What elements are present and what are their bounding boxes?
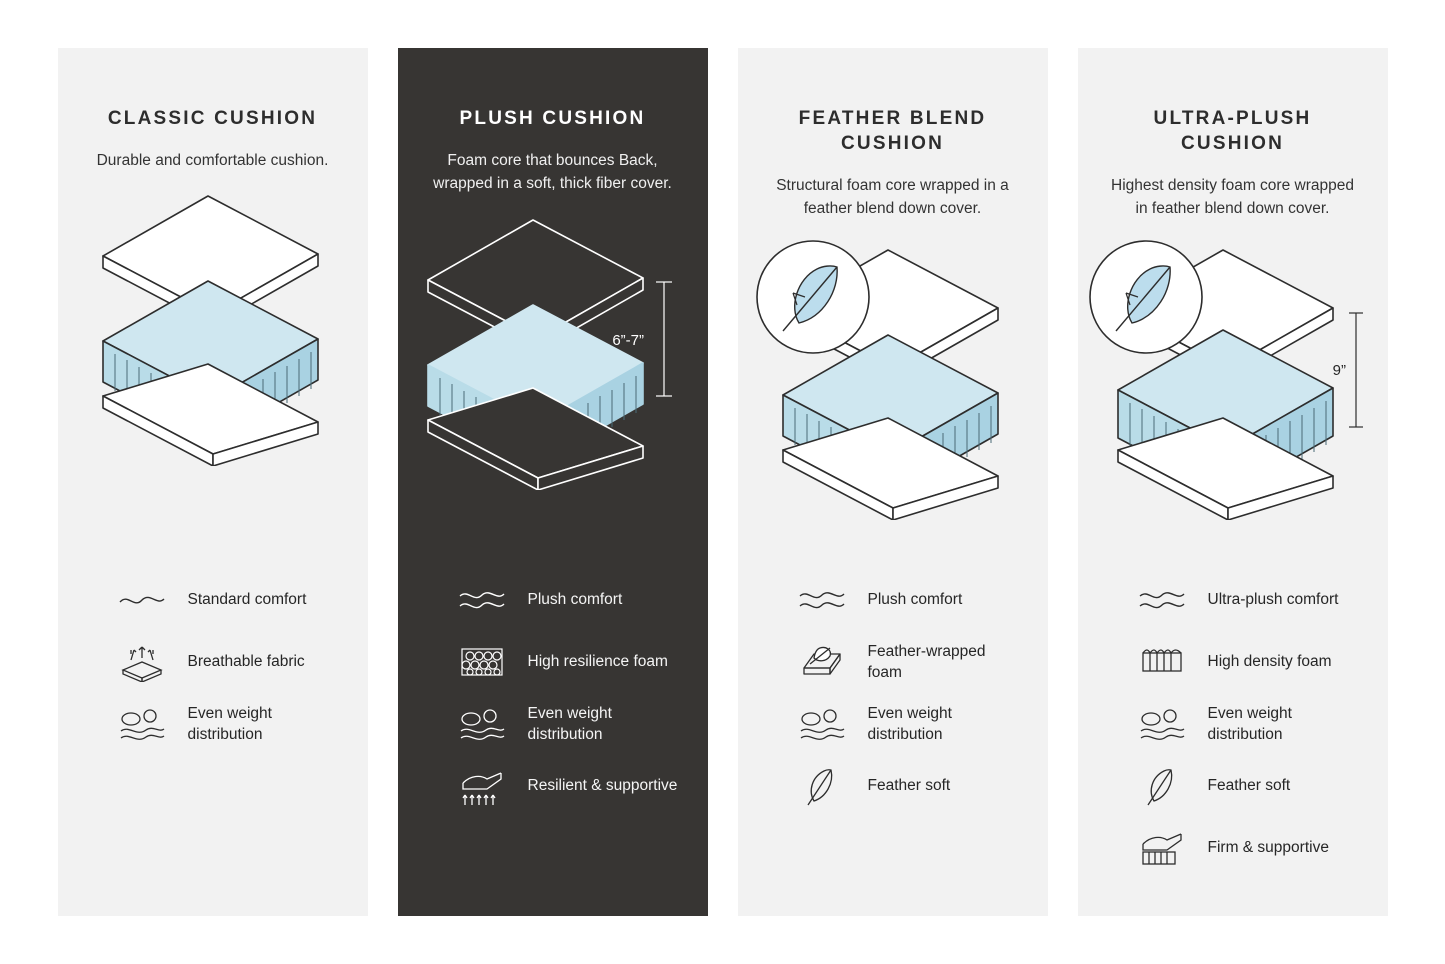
feature-item xyxy=(114,640,342,684)
feature-label: Breathable fabric xyxy=(187,653,305,671)
feature-label: Even weight distribution xyxy=(867,704,952,743)
wave-icon xyxy=(454,580,510,620)
cushion-diagram-ultra-plush xyxy=(1078,235,1388,535)
wave-icon xyxy=(1134,580,1190,620)
feather-icon xyxy=(1134,766,1190,806)
card-description: Highest density foam core wrapped in feather blend down cover. xyxy=(1111,177,1354,218)
weight-distribution-icon xyxy=(1134,704,1190,744)
feature-item xyxy=(1134,640,1362,684)
cushion-diagram-feather-blend xyxy=(738,235,1048,535)
feature-label: Plush comfort xyxy=(527,591,623,609)
feature-list-plush xyxy=(398,578,708,826)
card-plush-cushion xyxy=(398,48,708,916)
card-title: CLASSIC CUSHION xyxy=(107,108,318,129)
card-classic-cushion xyxy=(58,48,368,916)
feature-item xyxy=(794,702,1022,746)
wave-icon xyxy=(794,580,850,620)
weight-distribution-icon xyxy=(454,704,510,744)
feature-label: Plush comfort xyxy=(867,591,963,609)
weight-distribution-icon xyxy=(114,704,170,744)
card-description: Durable and comfortable cushion. xyxy=(96,152,329,170)
card-description: Structural foam core wrapped in a feather blend down cover. xyxy=(776,177,1009,218)
card-title: PLUSH CUSHION xyxy=(459,108,646,129)
feature-list-feather-blend xyxy=(738,578,1048,826)
feature-item xyxy=(114,702,342,746)
feature-item xyxy=(1134,764,1362,808)
high-density-foam-icon xyxy=(1134,642,1190,682)
card-ultra-plush-cushion xyxy=(1078,48,1388,916)
honeycomb-foam-icon xyxy=(454,642,510,682)
feather-badge-icon xyxy=(757,241,869,353)
feather-icon xyxy=(794,766,850,806)
breathable-fabric-icon xyxy=(114,642,170,682)
feature-item xyxy=(1134,578,1362,622)
feature-label: Feather soft xyxy=(1207,777,1291,795)
feature-item xyxy=(794,578,1022,622)
feature-label: Feather-wrapped foam xyxy=(867,642,986,681)
feature-label: Resilient & supportive xyxy=(527,777,678,795)
feature-label: Even weight distribution xyxy=(527,704,612,743)
card-feather-blend-cushion xyxy=(738,48,1048,916)
feature-label: Firm & supportive xyxy=(1207,839,1329,857)
feather-wrapped-foam-icon xyxy=(794,642,850,682)
wave-icon xyxy=(114,580,170,620)
feature-item xyxy=(454,640,682,684)
dimension-label: 6”-7” xyxy=(611,331,644,349)
feature-label: High density foam xyxy=(1207,653,1332,671)
feature-label: Even weight distribution xyxy=(187,704,272,743)
feature-item xyxy=(454,578,682,622)
firm-support-icon xyxy=(1134,828,1190,868)
feature-item xyxy=(794,764,1022,808)
feature-item xyxy=(454,764,682,808)
card-title: FEATHER BLEND CUSHION xyxy=(798,108,987,155)
feature-item xyxy=(1134,826,1362,870)
weight-distribution-icon xyxy=(794,704,850,744)
feature-list-classic xyxy=(58,578,368,764)
cushion-diagram-plush xyxy=(398,210,708,510)
feature-label: Standard comfort xyxy=(187,591,307,609)
feature-list-ultra-plush xyxy=(1078,578,1388,888)
feature-item xyxy=(114,578,342,622)
dimension-label: 9” xyxy=(1332,361,1346,379)
card-title: ULTRA-PLUSH CUSHION xyxy=(1153,108,1312,155)
feature-label: Even weight distribution xyxy=(1207,704,1292,743)
feature-item xyxy=(454,702,682,746)
card-description: Foam core that bounces Back, wrapped in a soft, thick fiber cover. xyxy=(433,152,672,193)
feature-label: High resilience foam xyxy=(527,653,668,671)
feature-item xyxy=(794,640,1022,684)
feather-badge-icon xyxy=(1090,241,1202,353)
resilient-support-icon xyxy=(454,766,510,806)
feature-label: Feather soft xyxy=(867,777,951,795)
feature-item xyxy=(1134,702,1362,746)
cushion-diagram-classic xyxy=(58,186,368,486)
feature-label: Ultra-plush comfort xyxy=(1207,591,1339,609)
